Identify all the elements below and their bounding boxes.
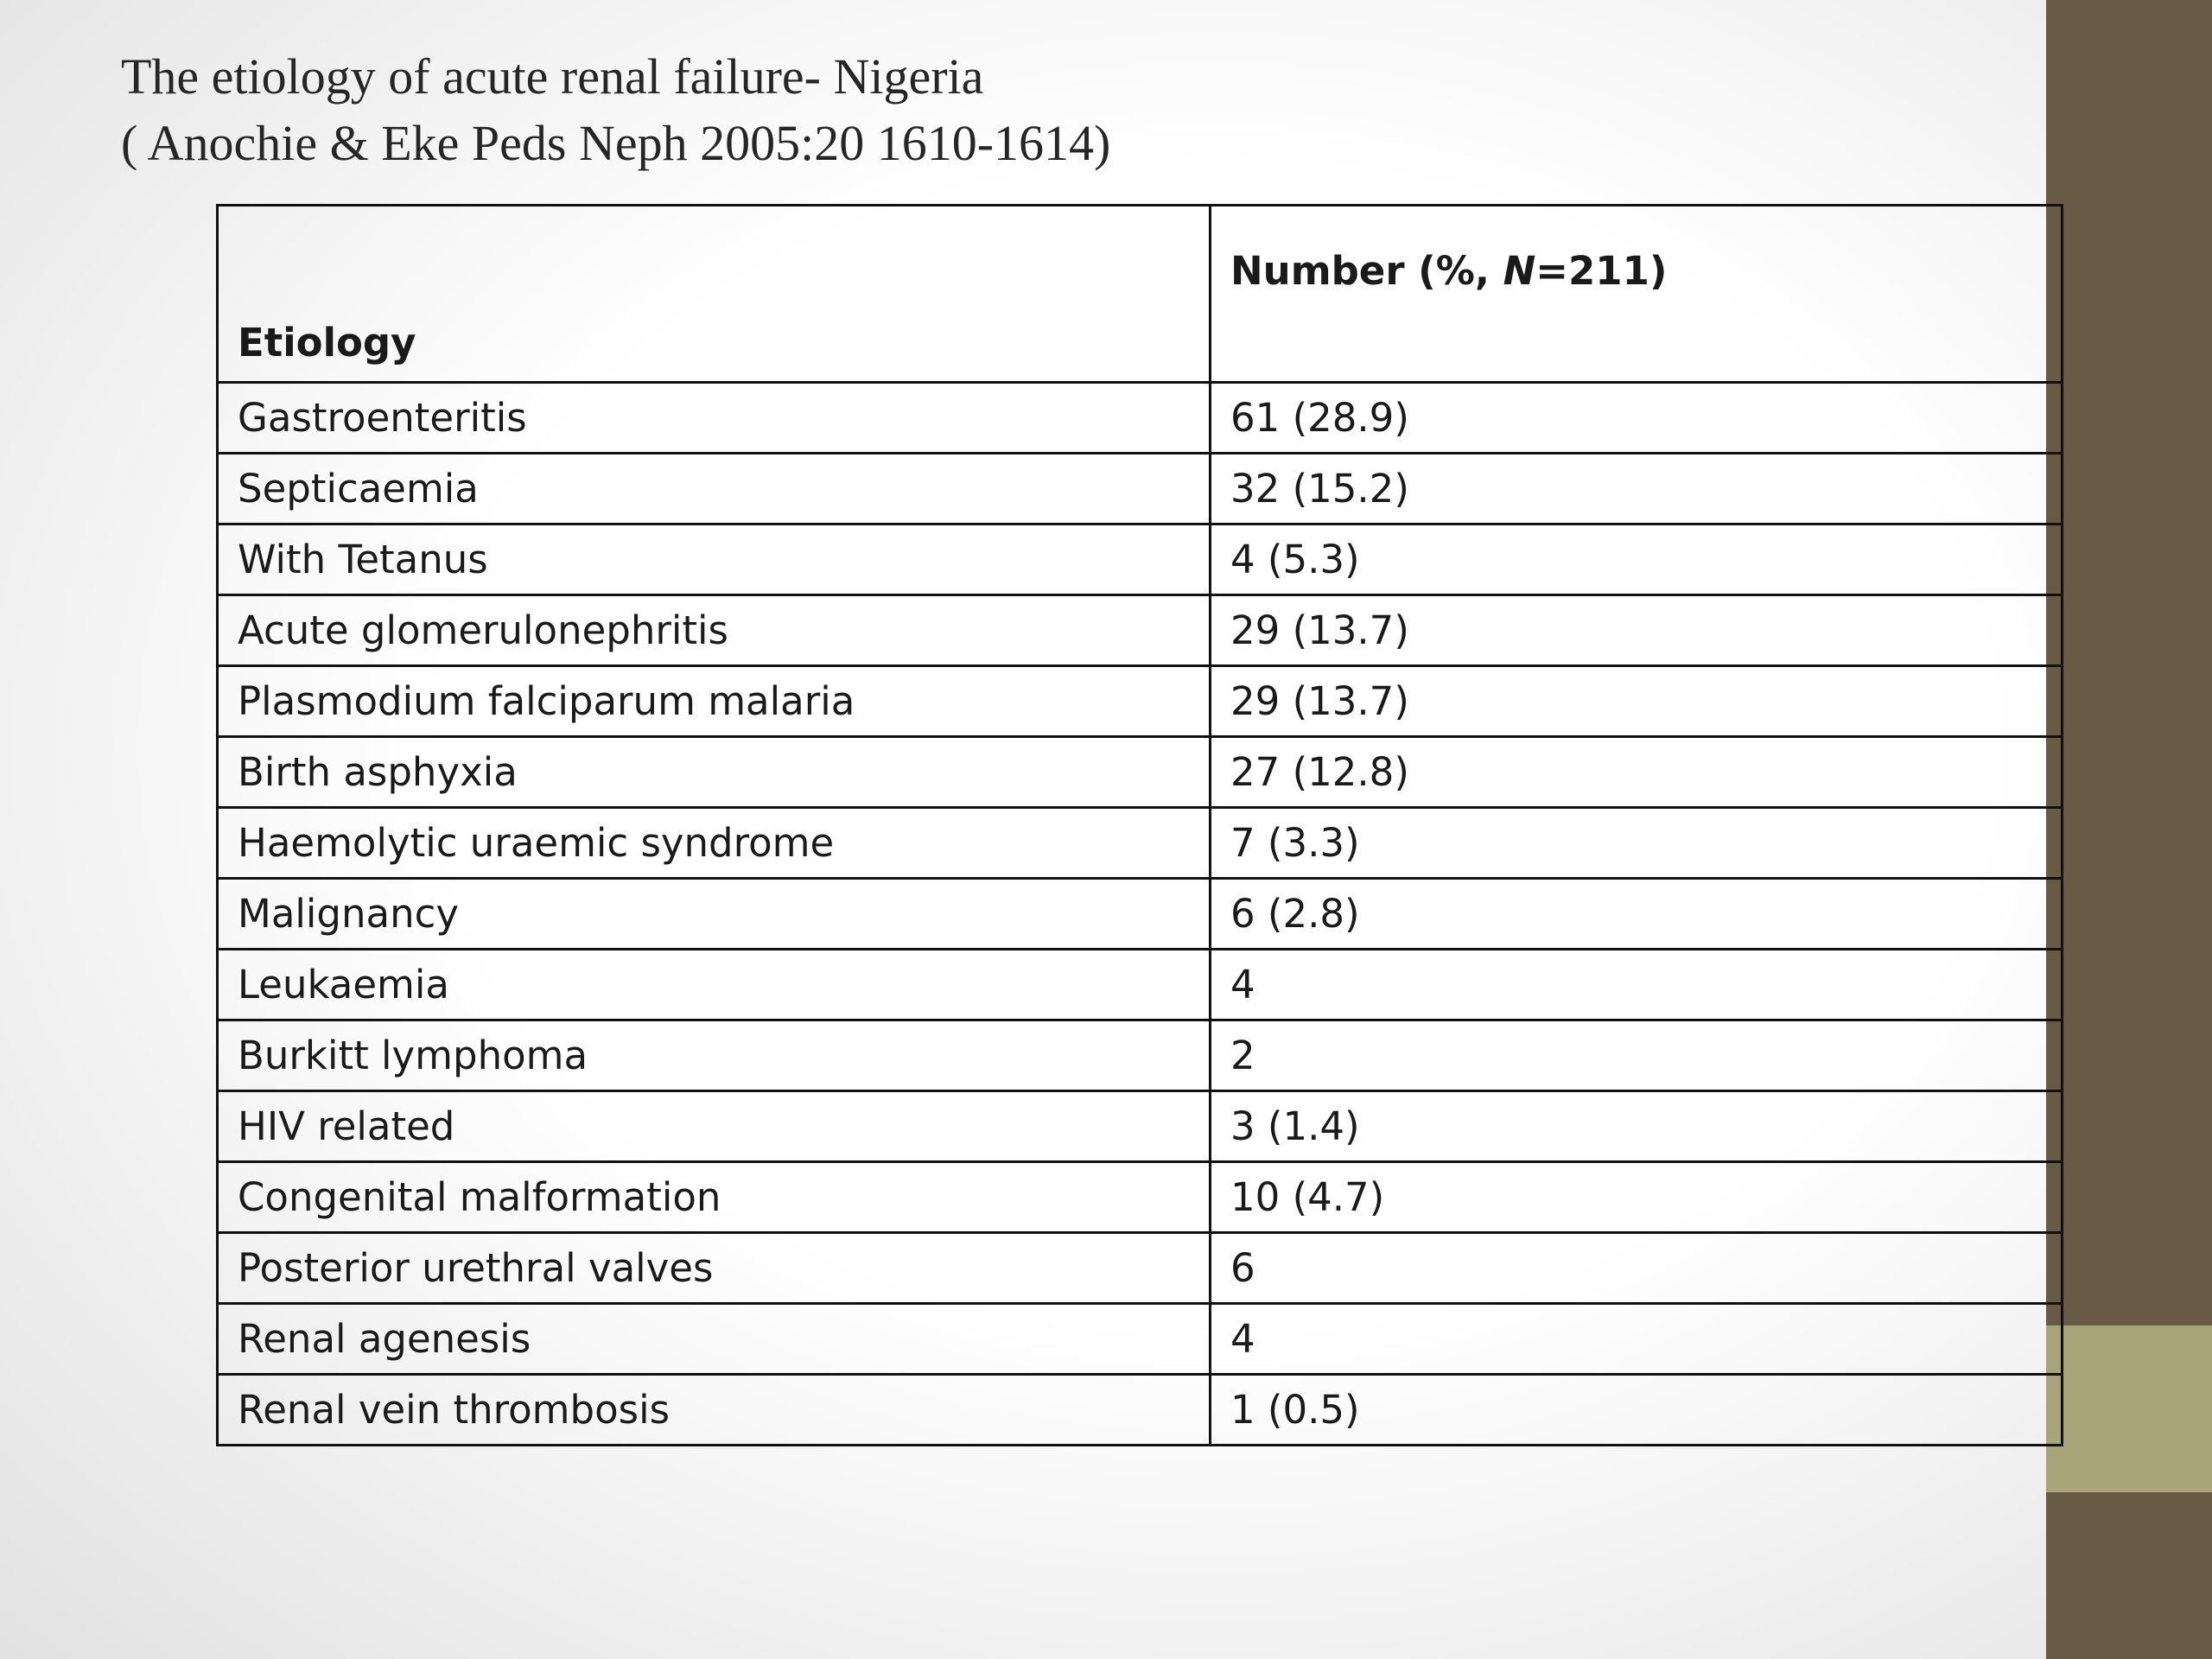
slide-title: [121, 43, 1110, 176]
cell-number: 32 (15.2): [1211, 454, 2063, 524]
table-row: [218, 666, 2063, 737]
cell-etiology: Septicaemia: [218, 454, 1211, 524]
table-row: [218, 808, 2063, 879]
cell-number: 29 (13.7): [1211, 595, 2063, 666]
cell-etiology: Burkitt lymphoma: [218, 1020, 1211, 1091]
header-number-prefix: Number (%,: [1230, 248, 1503, 294]
table-row: [218, 454, 2063, 524]
cell-number: 27 (12.8): [1211, 737, 2063, 808]
cell-number: 3 (1.4): [1211, 1091, 2063, 1162]
title-citation: ( Anochie & Eke Peds Neph 2005:20 1610-1614): [121, 115, 1111, 171]
cell-etiology: Leukaemia: [218, 950, 1211, 1020]
cell-etiology: Birth asphyxia: [218, 737, 1211, 808]
table-row: [218, 1162, 2063, 1233]
table-row: [218, 950, 2063, 1020]
cell-etiology: Renal agenesis: [218, 1304, 1211, 1375]
cell-etiology: Acute glomerulonephritis: [218, 595, 1211, 666]
table-header-row: [218, 206, 2063, 383]
table-row: [218, 1091, 2063, 1162]
table-row: [218, 524, 2063, 595]
table-row: [218, 1233, 2063, 1304]
cell-number: 4 (5.3): [1211, 524, 2063, 595]
header-number-suffix: =211): [1535, 248, 1668, 294]
table-row: [218, 737, 2063, 808]
cell-etiology: With Tetanus: [218, 524, 1211, 595]
etiology-table: [216, 204, 2063, 1446]
cell-number: 10 (4.7): [1211, 1162, 2063, 1233]
table-row: [218, 1304, 2063, 1375]
cell-number: 2: [1211, 1020, 2063, 1091]
cell-etiology: Posterior urethral valves: [218, 1233, 1211, 1304]
cell-etiology: Haemolytic uraemic syndrome: [218, 808, 1211, 879]
title-line-1: The etiology of acute renal failure- Nigeria: [121, 48, 984, 105]
header-number-n: N: [1503, 248, 1536, 294]
table-row: [218, 595, 2063, 666]
cell-etiology: HIV related: [218, 1091, 1211, 1162]
decorative-side-bar: [2046, 0, 2212, 1659]
cell-number: 4: [1211, 1304, 2063, 1375]
decorative-side-band: [2046, 1325, 2212, 1492]
cell-etiology: Congenital malformation: [218, 1162, 1211, 1233]
cell-etiology: Renal vein thrombosis: [218, 1375, 1211, 1446]
cell-number: 6 (2.8): [1211, 879, 2063, 950]
cell-number: 6: [1211, 1233, 2063, 1304]
cell-etiology: Gastroenteritis: [218, 383, 1211, 454]
cell-etiology: Plasmodium falciparum malaria: [218, 666, 1211, 737]
cell-number: 4: [1211, 950, 2063, 1020]
cell-number: 7 (3.3): [1211, 808, 2063, 879]
cell-number: 1 (0.5): [1211, 1375, 2063, 1446]
cell-number: 61 (28.9): [1211, 383, 2063, 454]
header-number: [1211, 206, 2063, 383]
cell-number: 29 (13.7): [1211, 666, 2063, 737]
cell-etiology: Malignancy: [218, 879, 1211, 950]
table-row: [218, 879, 2063, 950]
table-row: [218, 1375, 2063, 1446]
table-row: [218, 383, 2063, 454]
table-row: [218, 1020, 2063, 1091]
header-etiology: Etiology: [218, 206, 1211, 383]
